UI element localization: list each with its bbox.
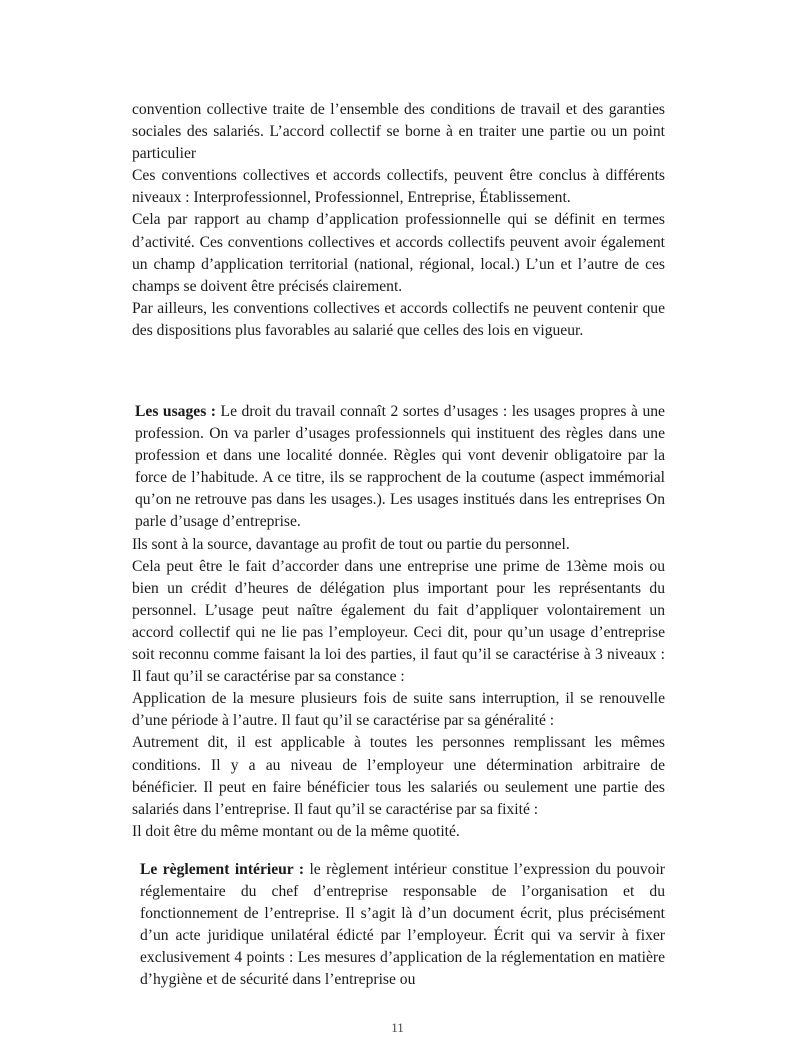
paragraph: convention collective traite de l’ensemble des conditions de travail et des garanties sociales des salariés. L’accord collectif se borne à en traiter une partie ou un point particulier	[132, 101, 665, 163]
reglement-paragraph	[132, 859, 665, 992]
conventions-section	[132, 99, 665, 342]
paragraph: Ils sont à la source, davantage au profit de tout ou partie du personnel.	[132, 535, 570, 553]
paragraph: Cela par rapport au champ d’application professionnelle qui se définit en termes d’activité. Ces conventions collectives et accords collectifs peuvent avoir également un champ d’application territorial (national, régional, local.) L’un et l’autre de ces champs se doivent être précisés clairement.	[132, 211, 665, 295]
paragraph: Cela peut être le fait d’accorder dans une entreprise une prime de 13ème mois ou bien un crédit d’heures de délégation plus important pour les représentants du personnel. L’usage peut naître également du fait d’appliquer volontairement un accord collectif qui ne lie pas l’employeur. Ceci dit, pour qu’un usage d’entreprise soit reconnu comme faisant la loi des parties, il faut qu’il se caractérise à 3 niveaux : Il faut qu’il se caractérise par sa constance :	[132, 557, 665, 686]
paragraph: Autrement dit, il est applicable à toutes les personnes remplissant les mêmes conditions. Il y a au niveau de l’employeur une détermination arbitraire de bénéficier. Il peut en faire bénéficier tous les salariés ou seulement une partie des salariés dans l’entreprise. Il faut qu’il se caractérise par sa fixité :	[132, 734, 665, 818]
paragraph: Il doit être du même montant ou de la même quotité.	[132, 822, 460, 840]
paragraph: Application de la mesure plusieurs fois de suite sans interruption, il se renouvelle d’une période à l’autre. Il faut qu’il se caractérise par sa généralité :	[132, 690, 665, 730]
usages-heading: Les usages :	[135, 403, 216, 420]
paragraph: Ces conventions collectives et accords collectifs, peuvent être conclus à différents niveaux : Interprofessionnel, Professionnel, Entreprise, Établissement.	[132, 167, 665, 207]
usages-section	[132, 401, 665, 843]
page-number: 11	[391, 1020, 404, 1035]
reglement-section	[132, 859, 665, 992]
reglement-heading: Le règlement intérieur :	[140, 861, 305, 878]
paragraph: Par ailleurs, les conventions collectives et accords collectifs ne peuvent contenir que des dispositions plus favorables au salarié que celles des lois en vigueur.	[132, 299, 665, 339]
usages-lead-paragraph	[132, 401, 665, 534]
usages-intro-text: Le droit du travail connaît 2 sortes d’usages : les usages propres à une profession. On va parler d’usages professionnels qui instituent des règles dans une profession et dans une localité donnée. Règles qui vont devenir obligatoire par la force de l’habitude. A ce titre, ils se rapprochent de la coutume (aspect immémorial qu’on ne retrouve pas dans les usages.). Les usages institués dans les entreprises On parle d’usage d’entreprise.	[135, 403, 665, 531]
reglement-text: le règlement intérieur constitue l’expression du pouvoir réglementaire du chef d’entreprise responsable de l’organisation et du fonctionnement de l’entreprise. Il s’agit là d’un document écrit, plus précisément d’un acte juridique unilatéral édicté par l’employeur. Écrit qui va servir à fixer exclusivement 4 points : Les mesures d’application de la réglementation en matière d’hygiène et de sécurité dans l’entreprise ou	[140, 861, 665, 989]
